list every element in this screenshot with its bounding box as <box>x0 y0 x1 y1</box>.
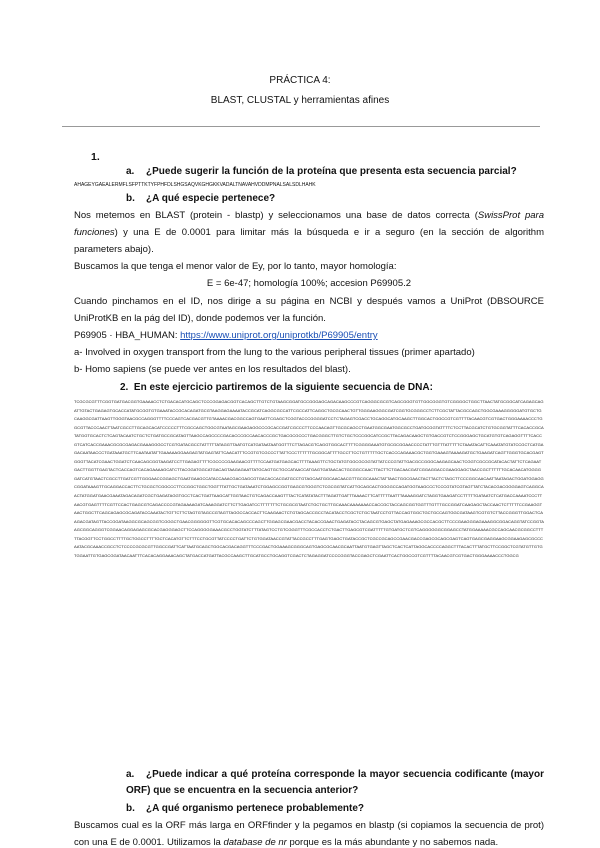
partial-protein-sequence: AHAGEYGAEALERMFLSFPTTKTYFPHFDLSHGSAQVKGHGKKVADALTNAVAHVDDMPNALSALSDLHAHK <box>74 182 316 188</box>
question-a-text: ¿Puede indicar a qué proteína corresponde la mayor secuencia codificante (mayor ORF) que se encuentra en la secuencia anterior? <box>126 769 544 796</box>
uniprot-entry-line <box>74 328 544 345</box>
practice-subtitle: BLAST, CLUSTAL y herramientas afines <box>210 95 390 106</box>
method-text-1: Nos metemos en BLAST (protein - blastp) y seleccionamos una base de datos correcta ( <box>74 210 478 221</box>
section-2-intro <box>120 380 433 396</box>
question-b-letter: b. <box>126 193 135 204</box>
question-a-letter: a. <box>126 769 135 780</box>
section-2-question-b <box>126 801 364 817</box>
orf-db-emphasis: database de nr <box>223 836 287 848</box>
blast-method-paragraph <box>74 208 544 258</box>
orf-method-paragraph <box>74 818 544 848</box>
question-b-text: ¿A qué especie pertenece? <box>146 193 276 204</box>
orf-text-2: porque es la más abundante y no sabemos nada. <box>286 836 499 848</box>
section-2-question-a <box>126 767 544 799</box>
lowest-e-paragraph: Buscamos la que tenga el menor valor de Ey, por lo tanto, mayor homología: <box>74 261 397 272</box>
uniprot-paragraph: Cuando pinchamos en el ID, nos dirige a su página en NCBI y después vamos a UniProt (DBSOURCE UniProtKB en la pág del ID), donde podemos ver la función. <box>74 296 544 324</box>
header-divider <box>62 126 540 127</box>
section-1-question-b <box>126 191 275 207</box>
section-2-intro-text: En este ejercicio partiremos de la siguiente secuencia de DNA: <box>133 382 433 393</box>
blast-result-line: E = 6e-47; homología 100%; accesion P69905.2 <box>206 278 412 289</box>
orf-text-1: Buscamos cual es la ORF más larga en ORFfinder y la pegamos en blastp (si copiamos la secuencia de prot) con una E de 0.0001. Utilizamos la <box>74 820 544 848</box>
uniprot-entry-label: P69905 · HBA_HUMAN: <box>74 330 181 341</box>
answer-a: a- Involved in oxygen transport from the lung to the various peripheral tissues (primer apartado) <box>74 347 475 358</box>
question-b-text: ¿A qué organismo pertenece probablemente? <box>146 803 365 814</box>
section-1-number: 1. <box>91 151 100 163</box>
uniprot-entry-link[interactable]: https://www.uniprot.org/uniprotkb/P69905/entry <box>180 330 378 341</box>
method-text-2: ) y una E de 0.0001 para limitar más la búsqueda e ir a seguro (en la sección de algorithm parameters abajo). <box>74 226 544 255</box>
method-db-emphasis: SwissProt para funciones <box>74 210 544 238</box>
dna-sequence: TCGCGCGTTTCGGTGATGACGGTGAAAACCTCTGACACATGCAGCTCCCGGAGACGGTCACAGCTTGTCTGTAAGCGGATGCCGGGAGCAGACAAGCCCGTCAGGGCGCGTCAGCGGGTGTTGGCGGGTGTCGGGGCTGGCTTAACTATGCGGCATCAGAGCAGATTGTACTGAGAGTGCACCATATGCGGTGTGAAATACCGCACAGATGCGTAAGGAGAAAATACCGCATCAGGCGCCATTCGCCATTCAGGCTGCGCAACTGTTGGGAAGGGCGATCGGTGCGGGCCTCTTCGCTATTACGCCAGCTGGCGAAAGGGGGATGTGCTGCAAGGCGATTAAGTTGGGTAACGCCAGGGTTTTCCCAGTCACGACGTTGTAAAACGACGGCCAGTGAATTCGAGCTCGGTACCCGGGGATCCTCTAGAGTCGACCTGCAGGCATGCAAGCTTGGCACTGGCCGTCGTTTTACAACGTCGTGACTGGGAAAACCCTGGCGTTACCCAACTTAATCGCCTTGCAGCACATCCCCCTTTCGCCAGCTGGCGTAATAGCGAAGAGGCCCGCACCGATCGCCCTTCCCAACAGTTGCGCAGCCTGAATGGCGAATGGCGCCTGATGCGGTATTTTCTCCTTACGCATCTGTGCGGTATTTCACACCGCATATGGTGCACTCTCAGTACAATCTGCTCTGATGCCGCATAGTTAAGCCAGCCCCGACACCCGCCAACACCCGCTGACGCGCCCTGACGGGCTTGTCTGCTCCCGGCATCCGCTTACAGACAAGCTGTGACCGTCTCCGGGAGCTGCATGTGTCAGAGGTTTTCACCGTCATCACCGAAACGCGCGAGACGAAAGGGCCTCGTGATACGCCTATTTTTATAGGTTAATGTCATGATAATAATGGTTTCTTAGACGTCAGGTGGCACTTTTCGGGGAAATGTGCGCGGAACCCCTATTTGTTTATTTTTCTAAATACATTCAAATATGTATCCGCTCATGAGACAATAACCCTGATAAATGCTTCAATAATATTGAAAAAGGAAGAGTATGAGTATTCAACATTTCCGTGTCGCCCTTATTCCCTTTTTTGCGGCATTTTGCCTTCCTGTTTTTGCTCACCCAGAAACGCTGGTGAAAGTAAAAGATGCTGAAGATCAGTTGGGTGCACGAGTGGGTTACATCGAACTGGATCTCAACAGCGGTAAGATCCTTGAGAGTTTTCGCCCCGAAGAACGTTTTCCAATGATGAGCACTTTTAAAGTTCTGCTATGTGGCGCGGTATTATCCCGTATTGACGCCGGGCAAGAGCAACTCGGTCGCCGCATACACTATTCTCAGAATGACTTGGTTGAGTACTCACCAGTCACAGAAAAGCATCTTACGGATGGCATGACAGTAAGAGAATTATGCAGTGCTGCCATAACCATGAGTGATAACACTGCGGCCAACTTACTTCTGACAACGATCGGAGGACCGAAGGAGCTAACCGCTTTTTTGCACAACATGGGGGATCATGTAACTCGCCTTGATCGTTGGGAACCGGAGCTGAATGAAGCCATACCAAACGACGAGCGTGACACCACGATGCCTGTAGCAATGGCAACAACGTTGCGCAAACTATTAACTGGCGAACTACTTACTCTAGCTTCCCGGCAACAATTAATAGACTGGATGGAGGCGGATAAAGTTGCAGGACCACTTCTGCGCTCGGCCCTTCCGGCTGGCTGGTTTATTGCTGATAAATCTGGAGCCGGTGAGCGTGGGTCTCGCGGTATCATTGCAGCACTGGGGCCAGATGGTAAGCCCTCCCGTATCGTAGTTATCTACACGACGGGGAGTCAGGCAACTATGGATGAACGAAATAGACAGATCGCTGAGATAGGTGCCTCACTGATTAAGCATTGGTAACTGTCAGACCAAGTTTACTCATATATACTTTAGATTGATTTAAAACTTCATTTTTAATTTAAAAGGATCTAGGTGAAGATCCTTTTTGATAATCTCATGACCAAAATCCCTTAACGTGAGTTTTCGTTCCACTGAGCGTCAGACCCCGTAGAAAAGATCAAAGGATCTTCTTGAGATCCTTTTTTTCTGCGCGTAATCTGCTGCTTGCAAACAAAAAAACCACCGCTACCAGCGGTGGTTTGTTTGCCGGATCAAGAGCTACCAACTCTTTTTCCGAAGGTAACTGGCTTCAGCAGAGCGCAGATACCAAATACTGTTCTTCTAGTGTAGCCGTAGTTAGGCCACCACTTCAAGAACTCTGTAGCACCGCCTACATACCTCGCTCTGCTAATCCTGTTACCAGTGGCTGCTGCCAGTGGCGATAAGTCGTGTCTTACCGGGTTGGACTCAAGACGATAGTTACCGGATAAGGCGCAGCGGTCGGGCTGAACGGGGGGTTCGTGCACACAGCCCAGCTTGGAGCGAACGACCTACACCGAACTGAGATACCTACAGCGTGAGCTATGAGAAAGCGCCACGCTTCCCGAAGGGAGAAAGGCGGACAGGTATCCGGTAAGCGGCAGGGTCGGAACAGGAGAGCGCACGAGGGAGCTTCCAGGGGGAAACGCCTGGTATCTTTATAGTCCTGTCGGGTTTCGCCACCTCTGACTTGAGCGTCGATTTTTGTGATGCTCGTCAGGGGGGCGGAGCCTATGGAAAAACGCCAGCAACGCGGCCTTTTTACGGTTCCTGGCCTTTTGCTGGCCTTTTGCTCACATGTTCTTTCCTGCGTTATCCCCTGATTCTGTGGATAACCGTATTACCGCCTTTGAGTGAGCTGATACCGCTCGCCGCAGCCGAACGACCGAGCGCAGCGAGTCAGTGAGCGAGGAAGCGGAAGAGCGCCCAATACGCAAACCGCCTCTCCCCGCGCGTTGGCCGATTCATTAATGCAGCTGGCACGACAGGTTTCCCGACTGGAAAGCGGGCAGTGAGCGCAACGCAATTAATGTGAGTTAGCTCACTCATTAGGCACCCCAGGCTTTACACTTTATGCTTCCGGCTCGTATGTTGTGTGGAATTGTGAGCGGATAACAATTTCACACAGGAAACAGCTATGACCATGATTACGCCAAGCTTGCATGCCTGCAGGTCGACTCTAGAGGATCCCCGGGTACCGAGCTCGAATTCACTGGCCGTCGTTTTACAACGTCGTGACTGGGAAAACCCTGGCG <box>74 399 544 558</box>
question-b-letter: b. <box>126 803 135 814</box>
section-2-number: 2. <box>120 382 129 393</box>
answer-b: b- Homo sapiens (se puede ver antes en los resultados del blast). <box>74 364 351 375</box>
question-a-letter: a. <box>126 166 135 177</box>
question-a-text: ¿Puede sugerir la función de la proteína que presenta esta secuencia parcial? <box>146 166 517 177</box>
practice-title: PRÁCTICA 4: <box>269 75 331 86</box>
section-1-question-a <box>126 164 556 180</box>
